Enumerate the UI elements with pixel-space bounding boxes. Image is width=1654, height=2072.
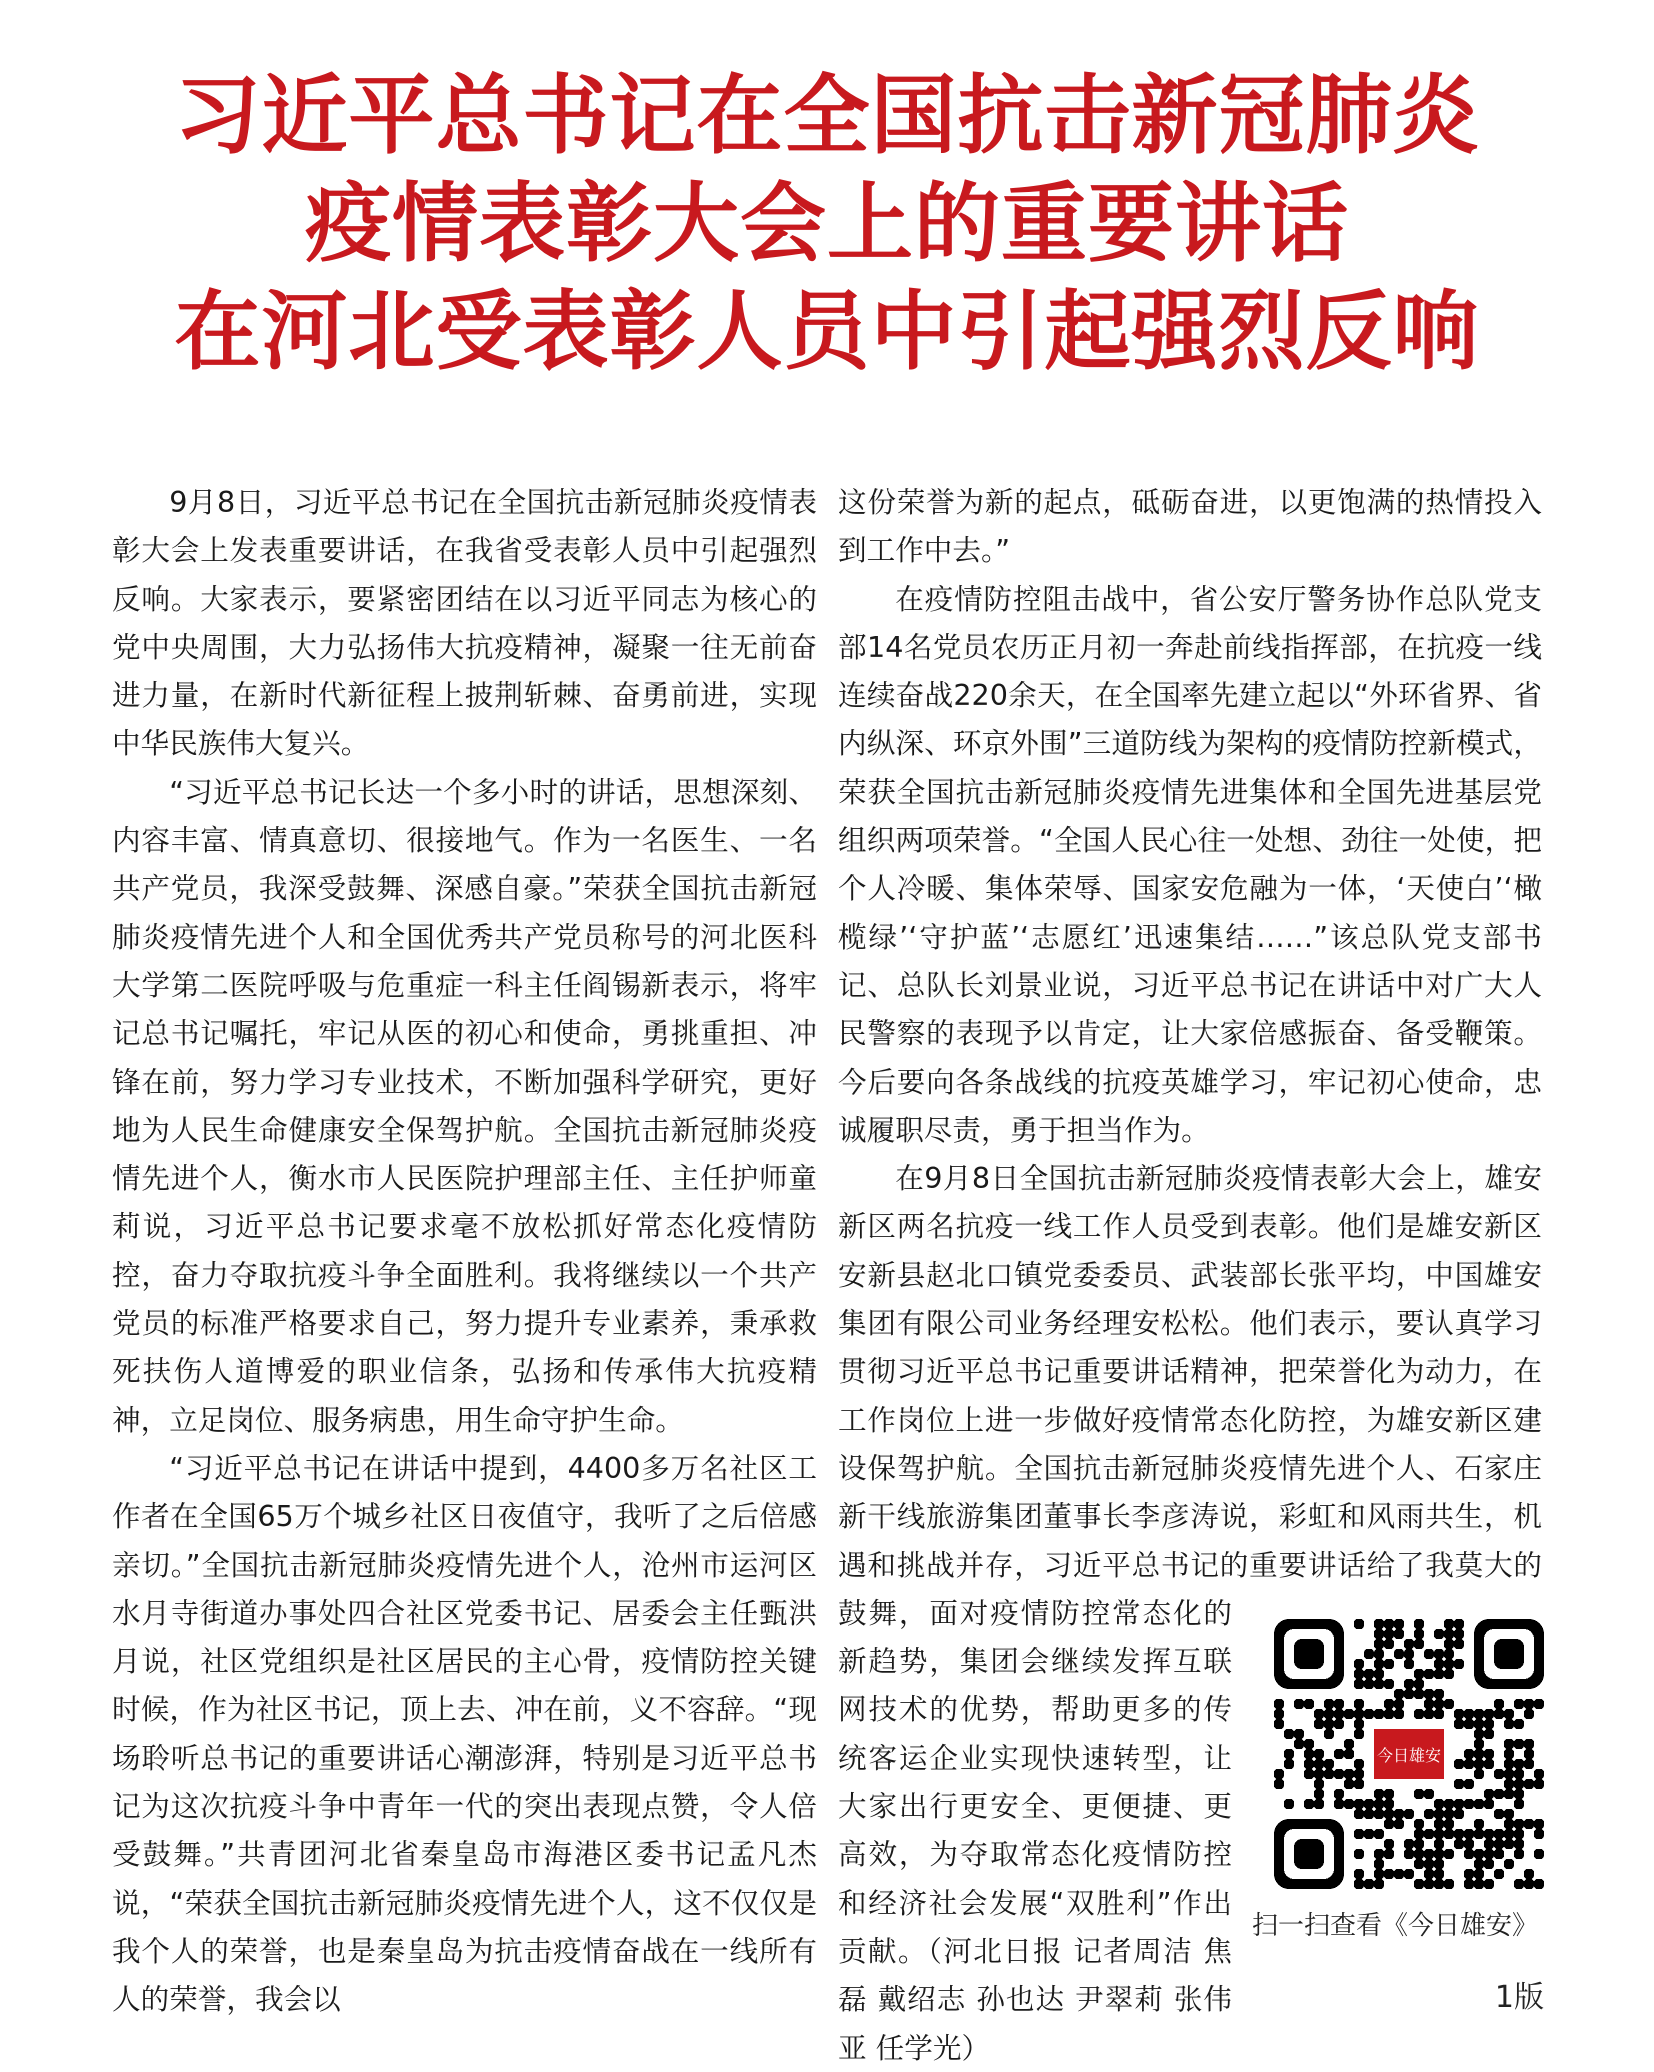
paragraph: “习近平总书记长达一个多小时的讲话，思想深刻、内容丰富、情真意切、很接地气。作为一名医生、一名共产党员，我深受鼓舞、深感自豪。”荣获全国抗击新冠肺炎疫情先进个人和全国优秀共产党员称号的河北医科大学第二医院呼吸与危重症一科主任阎锡新表示，将牢记总书记嘱托，牢记从医的初心和使命，勇挑重担、冲锋在前，努力学习专业技术，不断加强科学研究，更好地为人民生命健康安全保驾护航。全国抗击新冠肺炎疫情先进个人，衡水市人民医院护理部主任、主任护师童莉说，习近平总书记要求毫不放松抓好常态化疫情防控，奋力夺取抗疫斗争全面胜利。我将继续以一个共产党员的标准严格要求自己，努力提升专业素养，秉承救死扶伤人道博爱的职业信条，弘扬和传承伟大抗疫精神，立足岗位、服务病患，用生命守护生命。 bbox=[112, 774, 817, 1437]
paragraph: 在9月8日全国抗击新冠肺炎疫情表彰大会上，雄安新区两名抗疫一线工作人员受到表彰。他们是雄安新区安新县赵北口镇党委委员、武装部长张平均，中国雄安集团有限公司业务经理安松松。他们表示，要认真学习贯彻习近平总书记重要讲话精神，把荣誉化为动力，在工作岗位上进一步做好疫情常态化防控，为雄安新区建设保驾护航。全国抗击新冠肺炎疫情先进个人、石家庄新干线旅游集团董事长李彦涛说，彩虹和风雨共生，机遇和挑战并存，习近平总书记的重要讲话给了我莫大的鼓舞，面对疫情防控常态化的新趋势，集团会继续发挥互联网技术的优势，帮助更多的传统客运企业实现快速转型，让大家出行更安全、更便捷、更高效，为夺取常态化疫情防控和经济社会发展“双胜利”作出贡献。（河北日报 记者周洁 焦磊 戴绍志 孙也达 尹翠莉 张伟亚 任学光） bbox=[838, 1161, 1542, 2065]
article-column-right bbox=[838, 478, 1542, 2072]
qr-caption: 扫一扫查看《今日雄安》 bbox=[1252, 1911, 1539, 1942]
headline-line-2: 疫情表彰大会上的重要讲话 bbox=[305, 173, 1349, 274]
paragraph: “习近平总书记在讲话中提到，4400多万名社区工作者在全国65万个城乡社区日夜值守，我听了之后倍感亲切。”全国抗击新冠肺炎疫情先进个人，沧州市运河区水月寺街道办事处四合社区党委书记、居委会主任甄洪月说，社区党组织是社区居民的主心骨，疫情防控关键时候，作为社区书记，顶上去、冲在前，义不容辞。“现场聆听总书记的重要讲话心潮澎湃，特别是习近平总书记为这次抗疫斗争中青年一代的突出表现点赞，令人倍受鼓舞。”共青团河北省秦皇岛市海港区委书记孟凡杰说，“荣获全国抗击新冠肺炎疫情先进个人，这不仅仅是我个人的荣誉，也是秦皇岛为抗击疫情奋战在一线所有人的荣誉，我会以 bbox=[112, 1450, 817, 2017]
page-number: 1版 bbox=[1494, 1980, 1544, 2015]
paragraph: 在疫情防控阻击战中，省公安厅警务协作总队党支部14名党员农历正月初一奔赴前线指挥部，在抗疫一线连续奋战220余天，在全国率先建立起以“外环省界、省内纵深、环京外围”三道防线为架构的疫情防控新模式，荣获全国抗击新冠肺炎疫情先进集体和全国先进基层党组织两项荣誉。“全国人民心往一处想、劲往一处使，把个人冷暖、集体荣辱、国家安危融为一体，‘天使白’‘橄榄绿’‘守护蓝’‘志愿红’迅速集结……”该总队党支部书记、总队长刘景业说，习近平总书记在讲话中对广大人民警察的表现予以肯定，让大家倍感振奋、备受鞭策。今后要向各条战线的抗疫英雄学习，牢记初心使命，忠诚履职尽责，勇于担当作为。 bbox=[838, 581, 1542, 1147]
headline bbox=[0, 62, 1654, 386]
qr-code-icon[interactable] bbox=[1274, 1619, 1544, 1889]
article-column-left bbox=[112, 478, 817, 2024]
headline-line-1: 习近平总书记在全国抗击新冠肺炎 bbox=[174, 65, 1480, 166]
headline-line-3: 在河北受表彰人员中引起强烈反响 bbox=[174, 281, 1480, 382]
paragraph: 9月8日，习近平总书记在全国抗击新冠肺炎疫情表彰大会上发表重要讲话，在我省受表彰人员中引起强烈反响。大家表示，要紧密团结在以习近平同志为核心的党中央周围，大力弘扬伟大抗疫精神，凝聚一往无前奋进力量，在新时代新征程上披荆斩棘、奋勇前进，实现中华民族伟大复兴。 bbox=[112, 485, 817, 761]
qr-block bbox=[1252, 1619, 1542, 2009]
paragraph-continued: 这份荣誉为新的起点，砥砺奋进，以更饱满的热情投入到工作中去。” bbox=[838, 485, 1542, 568]
qr-logo-text: 今日雄安 bbox=[1376, 1746, 1442, 1766]
